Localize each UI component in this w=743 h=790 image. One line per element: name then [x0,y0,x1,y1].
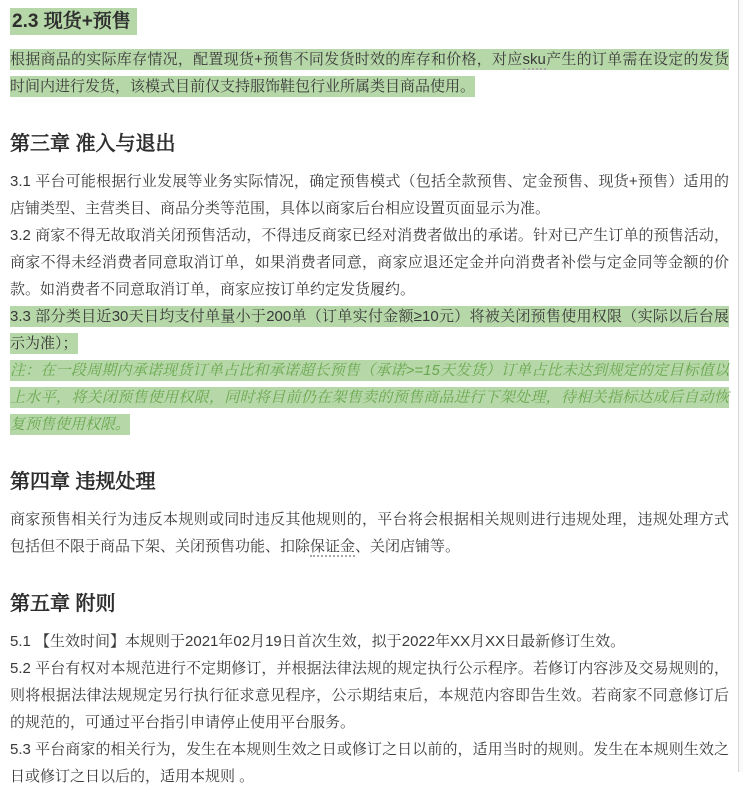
chapter-5-heading: 第五章 附则 [10,593,116,615]
clause-5-1: 5.1 【生效时间】本规则于2021年02月19日首次生效，拟于2022年XX月XX日最新修订生效。 [10,633,626,650]
paragraph-text-before-deposit: 商家预售相关行为违反本规则或同时违反其他规则的，平台将会根据相关规则进行违规处理，违规处理方式包括但不限于商品下架、关闭预售功能、扣除 [10,511,729,555]
clause-3-3-note [10,357,729,438]
clause-5-3: 5.3 平台商家的相关行为，发生在本规则生效之日或修订之日以前的，适用当时的规则。发生在本规则生效之日或修订之日以后的，适用本规则 。 [10,741,729,785]
clause-3-3 [10,303,729,357]
clause-3-3-highlighted-text: 3.3 部分类目近30天日均支付单量小于200单（订单实付金额≥10元）将被关闭预售使用权限（实际以后台展示为准）； [10,308,729,352]
chapter-3-heading: 第三章 准入与退出 [10,133,176,155]
highlighted-paragraph-text [10,49,729,97]
chapter-4-heading: 第四章 违规处理 [10,471,156,493]
note-highlighted-italic-text: 注：在一段周期内承诺现货订单占比和承诺超长预售（承诺>=15天发货）订单占比未达到规定的定目标值以上水平，将关闭预售使用权限，同时将目前仍在架售卖的预售商品进行下架处理，待相关指标达成后自动恢复预售使用权限。 [10,362,729,433]
chapter-4-paragraph [10,506,729,560]
section-2-3-heading-text: 2.3 现货+预售 [10,8,137,35]
clause-3-1: 3.1 平台可能根据行业发展等业务实际情况，确定预售模式（包括全款预售、定金预售、现货+预售）适用的店铺类型、主营类目、商品分类等范围，具体以商家后台相应设置页面显示为准。 [10,173,729,217]
clause-3-2: 3.2 商家不得无故取消关闭预售活动，不得违反商家已经对消费者做出的承诺。针对已产生订单的预售活动，商家不得未经消费者同意取消订单，如果消费者同意，商家应退还定金并向消费者补偿与定金同等金额的价款。如消费者不同意取消订单，商家应按订单约定发货履约。 [10,227,729,298]
section-2-3-heading [10,8,729,36]
clause-5-2: 5.2 平台有权对本规范进行不定期修订，并根据法律法规的规定执行公示程序。若修订内容涉及交易规则的，则将根据法律法规规定另行执行征求意见程序，公示期结束后，本规范内容即告生效。若商家不同意修订后的规范的，可通过平台指引申请停止使用平台服务。 [10,660,729,731]
spellcheck-underline-deposit: 保证金 [310,538,356,555]
section-2-3-paragraph [10,46,729,100]
paragraph-text-after-deposit: 、关闭店铺等。 [355,538,461,555]
paragraph-text-after-sku: 产生的订单需在设定的发货时间内进行发货，该模式目前仅支持服饰鞋包行业所属类目商品使用。 [10,51,729,95]
paragraph-text-before-sku: 根据商品的实际库存情况，配置现货+预售不同发货时效的库存和价格，对应 [10,51,523,68]
scrollbar-track[interactable] [738,0,743,772]
spellcheck-underline-sku: sku [522,51,546,68]
